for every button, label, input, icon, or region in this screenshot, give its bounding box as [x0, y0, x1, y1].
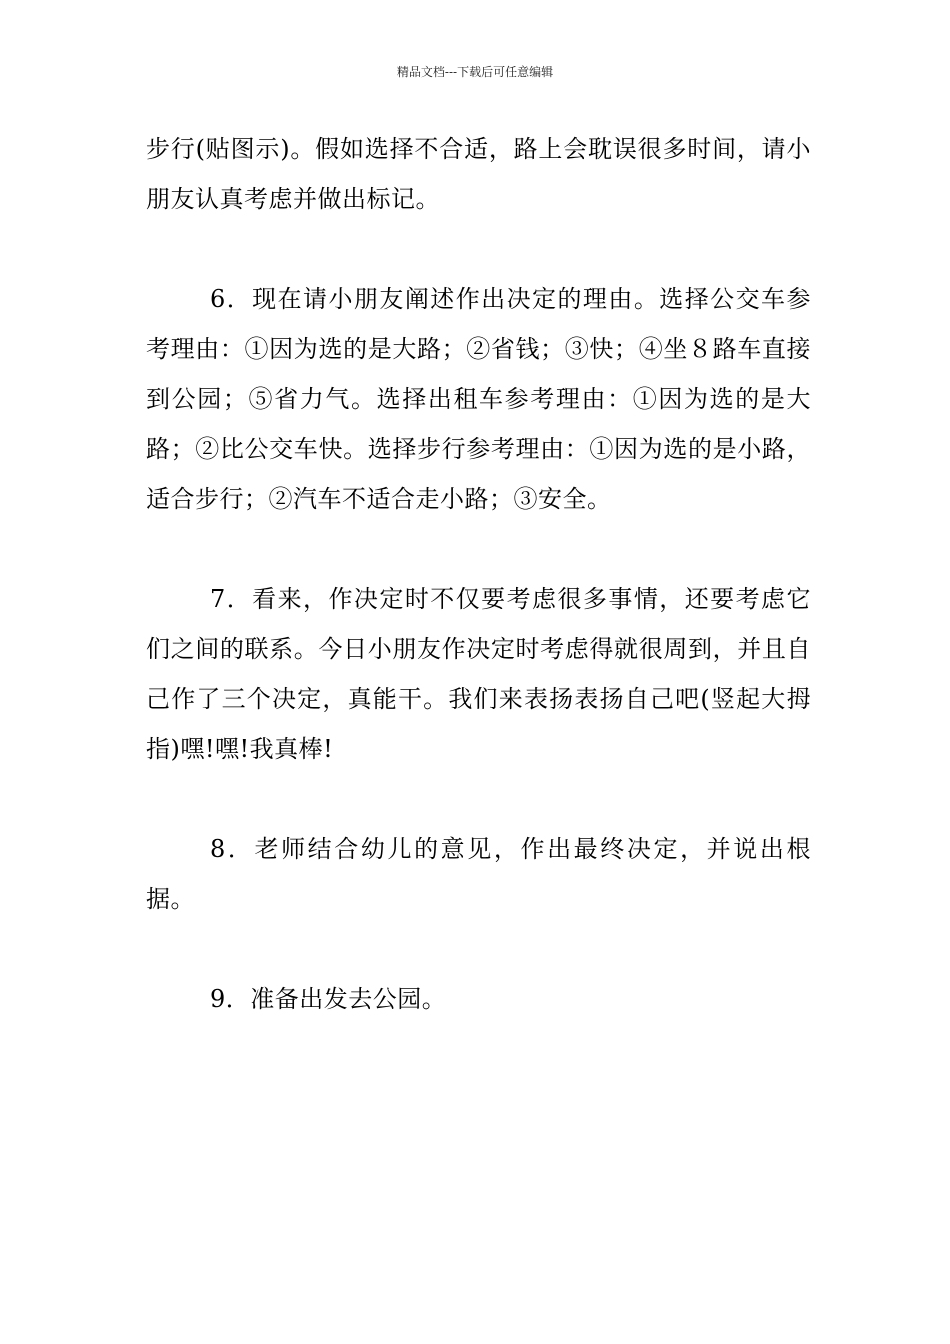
document-body: [146, 124, 811, 1024]
paragraph-item-7: 7．看来，作决定时不仅要考虑很多事情，还要考虑它们之间的联系。今日小朋友作决定时考虑得就很周到，并且自己作了三个决定，真能干。我们来表扬表扬自己吧(竖起大拇指)嘿!嘿!我真棒!: [146, 585, 811, 763]
paragraph-item-9: 9．准备出发去公园。: [210, 985, 447, 1013]
paragraph-item-8: 8．老师结合幼儿的意见，作出最终决定，并说出根据。: [146, 835, 811, 913]
paragraph-continuation: 步行(贴图示)。假如选择不合适，路上会耽误很多时间，请小朋友认真考虑并做出标记。: [146, 135, 811, 213]
paragraph-item-6: 6．现在请小朋友阐述作出决定的理由。选择公交车参考理由：①因为选的是大路；②省钱；③快；④坐８路车直接到公园；⑤省力气。选择出租车参考理由：①因为选的是大路；②比公交车快。选择步行参考理由：①因为选的是小路，适合步行；②汽车不适合走小路；③安全。: [146, 285, 811, 513]
page-header: 精品文档---下载后可任意编辑: [396, 65, 554, 79]
